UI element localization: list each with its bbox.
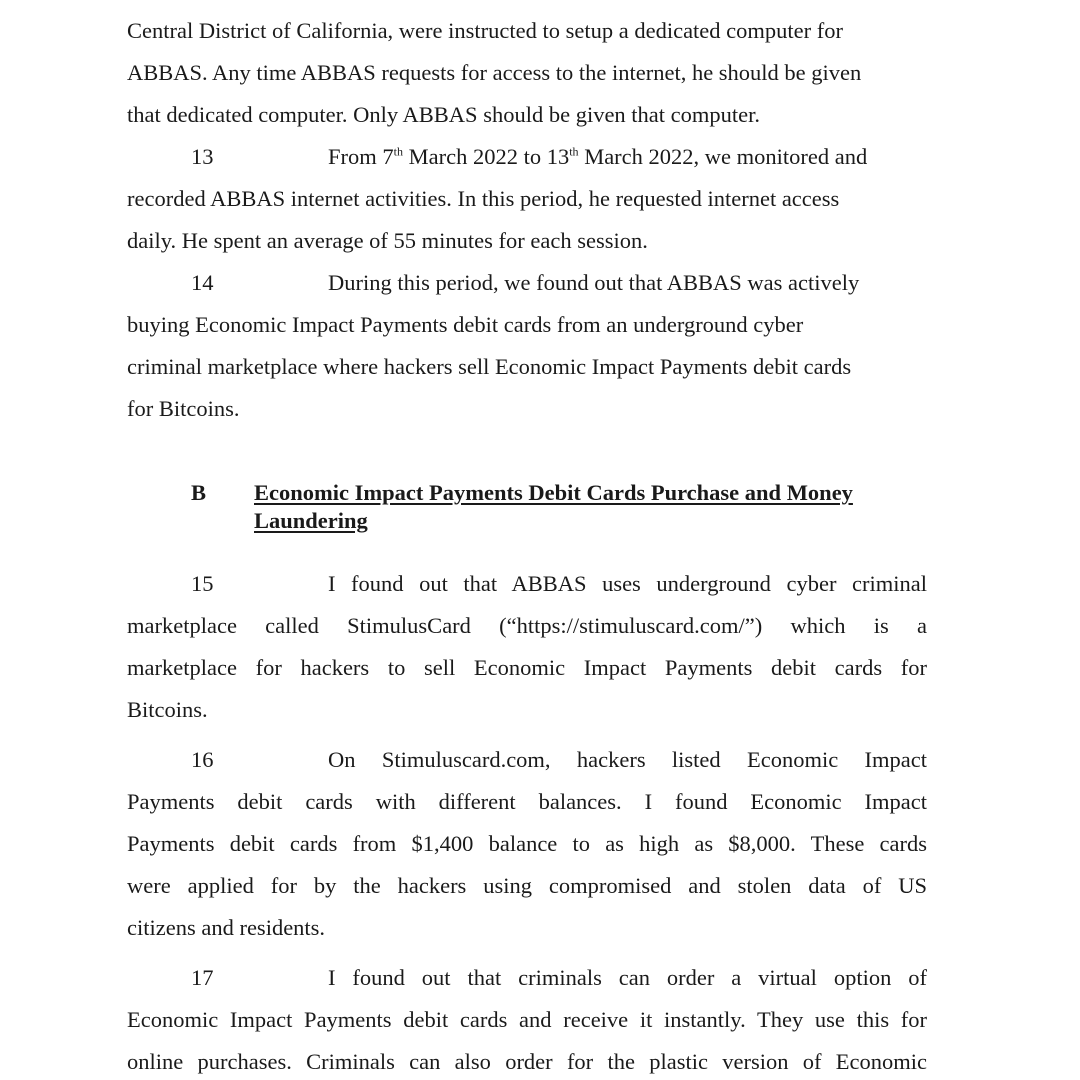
para14-line2: buying Economic Impact Payments debit cards from an underground cyber: [127, 312, 804, 337]
para12-line3: that dedicated computer. Only ABBAS should be given that computer.: [127, 102, 761, 127]
para14-line1: During this period, we found out that ABBAS was actively: [328, 270, 860, 295]
para16-line5: citizens and residents.: [127, 915, 326, 940]
para17-line2: Economic Impact Payments debit cards and receive it instantly. They use this for: [127, 1007, 927, 1032]
para16-line3: Payments debit cards from $1,400 balance to as high as $8,000. These cards: [127, 831, 927, 856]
para14-line3: criminal marketplace where hackers sell Economic Impact Payments debit cards: [127, 354, 852, 379]
section-letter: B: [191, 480, 207, 505]
para14-number: 14: [191, 270, 214, 295]
section-title-line1: Economic Impact Payments Debit Cards Purchase and Money: [254, 480, 853, 505]
para16-line2: Payments debit cards with different balances. I found Economic Impact: [127, 789, 927, 814]
para13-line3: daily. He spent an average of 55 minutes for each session.: [127, 228, 648, 253]
para14-line4: for Bitcoins.: [127, 396, 240, 421]
para16-line4: were applied for by the hackers using compromised and stolen data of US: [127, 873, 927, 898]
para15-number: 15: [191, 571, 214, 596]
para13-line2: recorded ABBAS internet activities. In this period, he requested internet access: [127, 186, 840, 211]
para12-line1: Central District of California, were instructed to setup a dedicated computer for: [127, 18, 844, 43]
para15-line2: marketplace called StimulusCard (“https://stimuluscard.com/”) which is a: [127, 613, 927, 638]
para17-number: 17: [191, 965, 214, 990]
para13-line1: From 7th March 2022 to 13th March 2022, we monitored and: [328, 144, 868, 169]
para12-line2: ABBAS. Any time ABBAS requests for access to the internet, he should be given: [127, 60, 862, 85]
para16-line1: On Stimuluscard.com, hackers listed Economic Impact: [328, 747, 927, 772]
para15-line1: I found out that ABBAS uses underground cyber criminal: [328, 571, 927, 596]
para17-line1: I found out that criminals can order a virtual option of: [328, 965, 927, 990]
para16-number: 16: [191, 747, 214, 772]
section-title-line2: Laundering: [254, 508, 368, 533]
para15-line4: Bitcoins.: [127, 697, 208, 722]
para13-number: 13: [191, 144, 214, 169]
para17-line3: online purchases. Criminals can also order for the plastic version of Economic: [127, 1049, 927, 1074]
para15-line3: marketplace for hackers to sell Economic Impact Payments debit cards for: [127, 655, 927, 680]
